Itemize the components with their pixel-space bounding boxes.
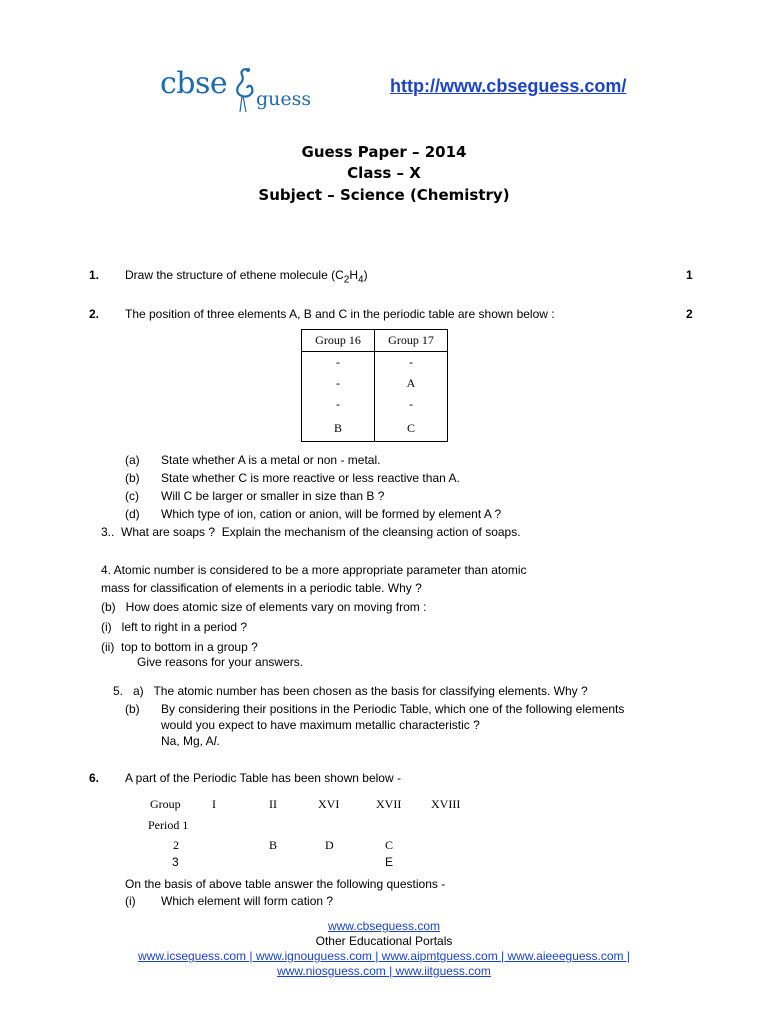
table-cell: A xyxy=(375,373,448,394)
q2-number: 2. xyxy=(89,307,100,321)
grid-group: XVIII xyxy=(431,797,461,811)
q1-text: Draw the structure of ethene molecule $(C_2H_4)$ xyxy=(125,268,368,286)
grid-row-label: 3 xyxy=(172,855,179,869)
grid-group: XVII xyxy=(376,797,402,811)
q1-marks: 1 xyxy=(686,268,693,282)
q6-sub-label: (i) xyxy=(125,894,136,908)
q2-part-text: State whether C is more reactive or less reactive than A. xyxy=(161,471,460,485)
q1-number: 1. xyxy=(89,268,100,282)
table-cell: - xyxy=(302,352,375,374)
q4-line: Give reasons for your answers. xyxy=(137,655,304,669)
footer-other-portals: Other Educational Portals xyxy=(315,934,453,948)
grid-period-label: Period 1 xyxy=(148,818,189,832)
table-cell: C xyxy=(375,415,448,442)
logo-cbse-text: cbse xyxy=(160,66,228,101)
grid-cell: C xyxy=(385,838,394,852)
q5-label: (b) xyxy=(125,702,140,716)
table-cell: - xyxy=(302,373,375,394)
group-table xyxy=(301,329,448,442)
footer-site-link[interactable]: www.cbseguess.com xyxy=(327,919,441,933)
table-cell: - xyxy=(375,394,448,415)
q4-line: mass for classification of elements in a periodic table. Why ? xyxy=(101,581,422,595)
q6-sub-text: Which element will form cation ? xyxy=(161,894,334,908)
q4-line: 4. Atomic number is considered to be a more appropriate parameter than atomic xyxy=(101,563,527,577)
cbseguess-logo xyxy=(160,66,330,116)
footer-portal-links[interactable]: www.icseguess.com | www.ignouguess.com | www.aipmtguess.com | www.aieeeguess.com | xyxy=(138,949,630,963)
q2-part-label: (d) xyxy=(125,507,140,521)
q2-part-label: (c) xyxy=(125,489,139,503)
table-cell: B xyxy=(302,415,375,442)
q6-text: A part of the Periodic Table has been shown below - xyxy=(125,771,401,785)
grid-group: I xyxy=(212,797,216,811)
table-header: Group 17 xyxy=(375,330,448,352)
q3-text: 3.. What are soaps ? Explain the mechanism of the cleansing action of soaps. xyxy=(101,525,521,539)
q2-part-label: (b) xyxy=(125,471,140,485)
grid-row-label: 2 xyxy=(173,838,179,852)
q5-line: Na, Mg, Al. xyxy=(161,734,220,748)
q5-line: 5. a) The atomic number has been chosen as the basis for classifying elements. Why ? xyxy=(113,684,588,698)
q5-line: By considering their positions in the Periodic Table, which one of the following elements xyxy=(161,702,625,716)
q5-line: would you expect to have maximum metallic characteristic ? xyxy=(161,718,480,732)
q6-number: 6. xyxy=(89,771,100,785)
footer xyxy=(0,919,768,979)
site-link[interactable]: http://www.cbseguess.com/ xyxy=(390,76,627,96)
q4-line: (ii) top to bottom in a group ? xyxy=(101,640,258,654)
footer-portal-links[interactable]: www.niosguess.com | www.iitguess.com xyxy=(277,964,491,978)
class-title: Class – X xyxy=(347,164,421,182)
q6-basis: On the basis of above table answer the following questions - xyxy=(125,877,446,891)
grid-group: XVI xyxy=(318,797,340,811)
q4-line: (b) How does atomic size of elements vary on moving from : xyxy=(101,600,427,614)
q2-marks: 2 xyxy=(686,307,693,321)
q2-part-text: Will C be larger or smaller in size than B ? xyxy=(161,489,385,503)
logo-guess-text: guess xyxy=(256,88,312,110)
grid-cell: D xyxy=(325,838,334,852)
grid-cell: E xyxy=(385,855,394,869)
q2-part-text: Which type of ion, cation or anion, will be formed by element A ? xyxy=(161,507,502,521)
q4-line: (i) left to right in a period ? xyxy=(101,620,248,634)
grid-group: II xyxy=(269,797,277,811)
subject-title: Subject – Science (Chemistry) xyxy=(258,186,510,204)
grid-cell: B xyxy=(269,838,278,852)
table-header: Group 16 xyxy=(302,330,375,352)
grid-group-label: Group xyxy=(150,797,181,811)
table-cell: - xyxy=(375,352,448,374)
paper-title: Guess Paper – 2014 xyxy=(301,143,467,161)
q2-text: The position of three elements A, B and C in the periodic table are shown below : xyxy=(125,307,555,321)
table-cell: - xyxy=(302,394,375,415)
q2-part-text: State whether A is a metal or non - metal. xyxy=(161,453,381,467)
q2-part-label: (a) xyxy=(125,453,140,467)
